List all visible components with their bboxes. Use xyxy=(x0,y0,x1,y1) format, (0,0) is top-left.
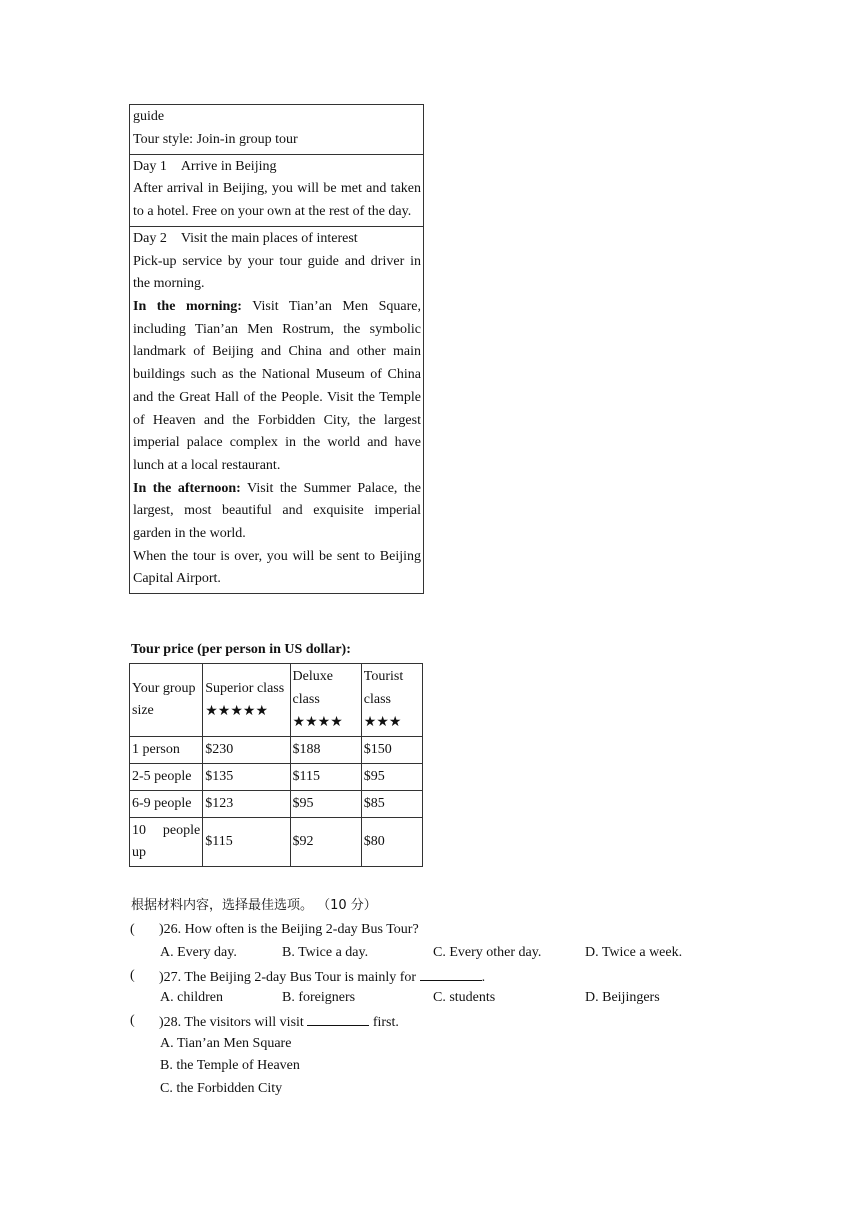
group-size-cell: 1 person xyxy=(130,737,203,764)
day2-pickup-text: Pick-up service by your tour guide and driver in the morning. xyxy=(133,253,421,292)
price-title: Tour price (per person in US dollar): xyxy=(131,642,351,657)
tourist-price-cell: $150 xyxy=(361,737,422,764)
q26-option-a: A. Every day. xyxy=(160,945,237,960)
day2-end-text: When the tour is over, you will be sent to Beijing Capital Airport. xyxy=(133,548,421,587)
q28-answer-blank[interactable] xyxy=(307,1011,369,1026)
deluxe-stars-icon: ★★★★ xyxy=(292,714,343,731)
q26-option-b: B. Twice a day. xyxy=(282,945,369,960)
afternoon-text: Visit the Summer Palace, the largest, most beautiful and exquisite imperial garden in the world. xyxy=(133,480,421,542)
q28-option-a: A. Tian’an Men Square xyxy=(160,1036,292,1051)
tourist-price-cell: $80 xyxy=(361,818,422,867)
q27-option-a: A. children xyxy=(160,990,223,1005)
day2-heading: Day 2 Visit the main places of interest xyxy=(133,230,358,246)
deluxe-price-cell: $115 xyxy=(290,764,361,791)
group-size-cell: 2-5 people xyxy=(130,764,203,791)
price-header-row xyxy=(130,664,423,737)
q28-option-b: B. the Temple of Heaven xyxy=(160,1058,300,1073)
superior-price-cell: $115 xyxy=(203,818,290,867)
superior-price-cell: $230 xyxy=(203,737,290,764)
q28-paren: ( xyxy=(130,1013,135,1028)
q26-option-c: C. Every other day. xyxy=(433,945,542,960)
itinerary-row-top xyxy=(130,105,424,155)
morning-text: Visit Tian’an Men Square, including Tian’an Men Rostrum, the symbolic landmark of Beijing and China and other main buildings such as the National Museum of China and the Great Hall of the People. Visit the Temple of Heaven and the Forbidden City, the largest imperial palace complex in the world and have lunch at a local restaurant. xyxy=(133,299,421,473)
afternoon-label: In the afternoon: xyxy=(133,480,241,496)
group-size-cell: 6-9 people xyxy=(130,791,203,818)
deluxe-price-cell: $92 xyxy=(290,818,361,867)
q26-paren: ( xyxy=(130,922,135,937)
tourist-price-cell: $85 xyxy=(361,791,422,818)
tourist-label: Tourist class xyxy=(363,669,404,707)
table-row xyxy=(130,737,423,764)
tourist-stars-icon: ★★★ xyxy=(363,714,402,731)
q27-stem: )27. The Beijing 2-day Bus Tour is mainly for . xyxy=(159,966,485,988)
question-instruction: 根据材料内容，选择最佳选项。 （10 分） xyxy=(131,898,377,913)
q28-stem: )28. The visitors will visit first. xyxy=(159,1011,399,1033)
table-row xyxy=(130,818,423,867)
deluxe-label: Deluxe class xyxy=(292,669,333,707)
q26-stem: )26. How often is the Beijing 2-day Bus Tour? xyxy=(159,922,419,937)
guide-text: guide xyxy=(133,109,165,124)
table-row xyxy=(130,791,423,818)
header-tourist xyxy=(361,664,422,737)
superior-price-cell: $123 xyxy=(203,791,290,818)
day1-text: After arrival in Beijing, you will be met and taken to a hotel. Free on your own at the rest of the day. xyxy=(133,181,421,220)
header-deluxe xyxy=(290,664,361,737)
superior-price-cell: $135 xyxy=(203,764,290,791)
header-superior xyxy=(203,664,290,737)
q27-option-d: D. Beijingers xyxy=(585,990,660,1005)
q27-option-c: C. students xyxy=(433,990,496,1005)
price-table xyxy=(129,663,423,867)
tourist-price-cell: $95 xyxy=(361,764,422,791)
itinerary-row-day2 xyxy=(130,226,424,593)
q26-option-d: D. Twice a week. xyxy=(585,945,683,960)
group-size-cell: 10 people up xyxy=(130,818,203,867)
header-group-size: Your group size xyxy=(130,664,203,737)
itinerary-cell-day2 xyxy=(130,226,424,593)
morning-label: In the morning: xyxy=(133,299,242,314)
q27-paren: ( xyxy=(130,968,135,983)
itinerary-cell-top xyxy=(130,105,424,155)
q27-option-b: B. foreigners xyxy=(282,990,356,1005)
q27-answer-blank[interactable] xyxy=(420,966,482,981)
day1-heading: Day 1 Arrive in Beijing xyxy=(133,158,277,174)
deluxe-price-cell: $95 xyxy=(290,791,361,818)
table-row xyxy=(130,764,423,791)
day2-morning-paragraph xyxy=(133,296,421,478)
itinerary-cell-day1 xyxy=(130,154,424,226)
deluxe-price-cell: $188 xyxy=(290,737,361,764)
itinerary-row-day1 xyxy=(130,154,424,226)
q28-option-c: C. the Forbidden City xyxy=(160,1081,283,1096)
tour-style-text: Tour style: Join-in group tour xyxy=(133,131,298,147)
day2-afternoon-paragraph xyxy=(133,478,421,546)
superior-label: Superior class xyxy=(205,680,285,696)
superior-stars-icon: ★★★★★ xyxy=(205,703,269,719)
itinerary-table xyxy=(129,104,424,594)
